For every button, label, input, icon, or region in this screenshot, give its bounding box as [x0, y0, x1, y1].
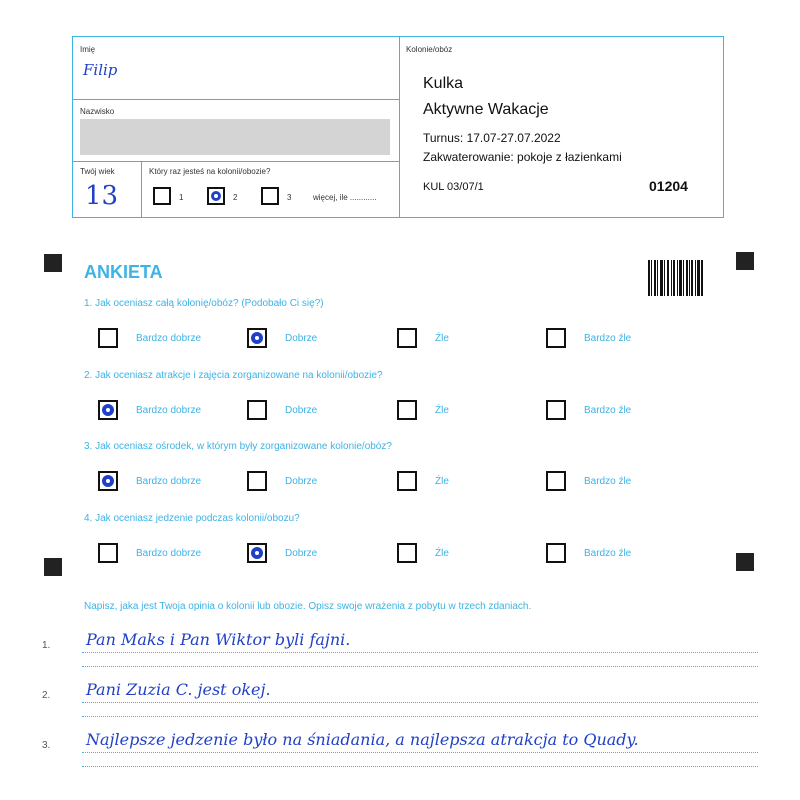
survey-title: ANKIETA — [84, 262, 163, 282]
age-label: Twój wiek — [80, 167, 115, 176]
times-label: Który raz jesteś na kolonii/obozie? — [149, 167, 271, 176]
question-3-checkbox-4[interactable] — [546, 471, 566, 491]
times-option-2: 2 — [233, 193, 238, 202]
question-1-checkbox-3[interactable] — [397, 328, 417, 348]
turnus: Turnus: 17.07-27.07.2022 — [423, 131, 561, 145]
checkmark-scribble — [102, 404, 114, 416]
surname-redacted — [80, 119, 390, 155]
row-divider-1 — [73, 99, 399, 100]
times-checkbox-3[interactable] — [261, 187, 279, 205]
question-1-checkbox-4[interactable] — [546, 328, 566, 348]
registration-marker-bottom-right — [736, 553, 754, 571]
checkmark-scribble — [211, 191, 221, 201]
name-value[interactable]: Filip — [83, 61, 118, 79]
question-2-checkbox-3[interactable] — [397, 400, 417, 420]
question-4-checkbox-1[interactable] — [98, 543, 118, 563]
registration-marker-top-left — [44, 254, 62, 272]
question-2-checkbox-1[interactable] — [98, 400, 118, 420]
camp-label: Kolonie/obóz — [406, 45, 453, 54]
dotted-line — [82, 752, 758, 753]
question-1-checkbox-1[interactable] — [98, 328, 118, 348]
dotted-line — [82, 652, 758, 653]
question-4-option-label-4: Bardzo źle — [584, 548, 632, 559]
times-option-3: 3 — [287, 193, 292, 202]
question-3-option-label-3: Źle — [435, 476, 449, 487]
registration-marker-top-right — [736, 252, 754, 270]
question-4-option-label-1: Bardzo dobrze — [136, 548, 202, 559]
checkmark-scribble — [102, 475, 114, 487]
opinion-prompt: Napisz, jaka jest Twoja opinia o kolonii lub obozie. Opisz swoje wrażenia z pobytu w trzech zdaniach. — [84, 601, 532, 612]
accommodation: Zakwaterowanie: pokoje z łazienkami — [423, 150, 622, 164]
name-label: Imię — [80, 45, 96, 54]
question-2-checkbox-2[interactable] — [247, 400, 267, 420]
question-1-option-label-2: Dobrze — [285, 333, 318, 344]
dotted-line — [82, 702, 758, 703]
question-2-checkbox-4[interactable] — [546, 400, 566, 420]
question-3-option-label-4: Bardzo źle — [584, 476, 632, 487]
question-3-option-label-2: Dobrze — [285, 476, 318, 487]
question-2-option-label-4: Bardzo źle — [584, 405, 632, 416]
dotted-line — [82, 766, 758, 767]
times-checkbox-1[interactable] — [153, 187, 171, 205]
question-4-checkbox-3[interactable] — [397, 543, 417, 563]
checkmark-scribble — [251, 332, 263, 344]
question-4-option-label-3: Źle — [435, 548, 449, 559]
opinion-line-number: 3. — [42, 740, 51, 751]
question-4-option-label-2: Dobrze — [285, 548, 318, 559]
question-1-checkbox-2[interactable] — [247, 328, 267, 348]
registration-marker-bottom-left — [44, 558, 62, 576]
question-2-option-label-1: Bardzo dobrze — [136, 405, 202, 416]
camp-name: Kulka — [423, 75, 464, 92]
opinion-line-number: 1. — [42, 640, 51, 651]
times-option-1: 1 — [179, 193, 184, 202]
question-2-option-label-3: Źle — [435, 405, 449, 416]
header-divider — [399, 37, 400, 217]
times-option-more: więcej, ile ............ — [313, 193, 377, 202]
question-1-option-label-3: Źle — [435, 333, 449, 344]
question-3-text: 3. Jak oceniasz ośrodek, w którym były zorganizowane kolonie/obóz? — [84, 441, 392, 452]
question-4-checkbox-2[interactable] — [247, 543, 267, 563]
question-1-option-label-4: Bardzo źle — [584, 333, 632, 344]
checkmark-scribble — [251, 547, 263, 559]
dotted-line — [82, 666, 758, 667]
form-number: 01204 — [649, 178, 688, 194]
age-value[interactable]: 13 — [85, 181, 119, 211]
age-divider — [141, 161, 142, 217]
question-1-text: 1. Jak oceniasz całą kolonię/obóz? (Podobało Ci się?) — [84, 298, 324, 309]
row-divider-2 — [73, 161, 399, 162]
question-2-text: 2. Jak oceniasz atrakcje i zajęcia zorganizowane na kolonii/obozie? — [84, 370, 383, 381]
question-4-text: 4. Jak oceniasz jedzenie podczas kolonii/obozu? — [84, 513, 300, 524]
opinion-line-2-text[interactable]: Pani Zuzia C. jest okej. — [86, 680, 271, 699]
opinion-line-1-text[interactable]: Pan Maks i Pan Wiktor byli fajni. — [86, 630, 351, 649]
opinion-line-number: 2. — [42, 690, 51, 701]
dotted-line — [82, 716, 758, 717]
times-checkbox-2[interactable] — [207, 187, 225, 205]
question-3-checkbox-2[interactable] — [247, 471, 267, 491]
camp-subtitle: Aktywne Wakacje — [423, 101, 549, 118]
question-3-option-label-1: Bardzo dobrze — [136, 476, 202, 487]
opinion-line-3-text[interactable]: Najlepsze jedzenie było na śniadania, a najlepsza atrakcja to Quady. — [86, 730, 639, 749]
question-3-checkbox-1[interactable] — [98, 471, 118, 491]
question-3-checkbox-3[interactable] — [397, 471, 417, 491]
header-form — [72, 36, 724, 218]
question-2-option-label-2: Dobrze — [285, 405, 318, 416]
question-1-option-label-1: Bardzo dobrze — [136, 333, 202, 344]
camp-code: KUL 03/07/1 — [423, 181, 484, 193]
barcode-icon — [648, 260, 704, 296]
question-4-checkbox-4[interactable] — [546, 543, 566, 563]
surname-label: Nazwisko — [80, 107, 115, 116]
